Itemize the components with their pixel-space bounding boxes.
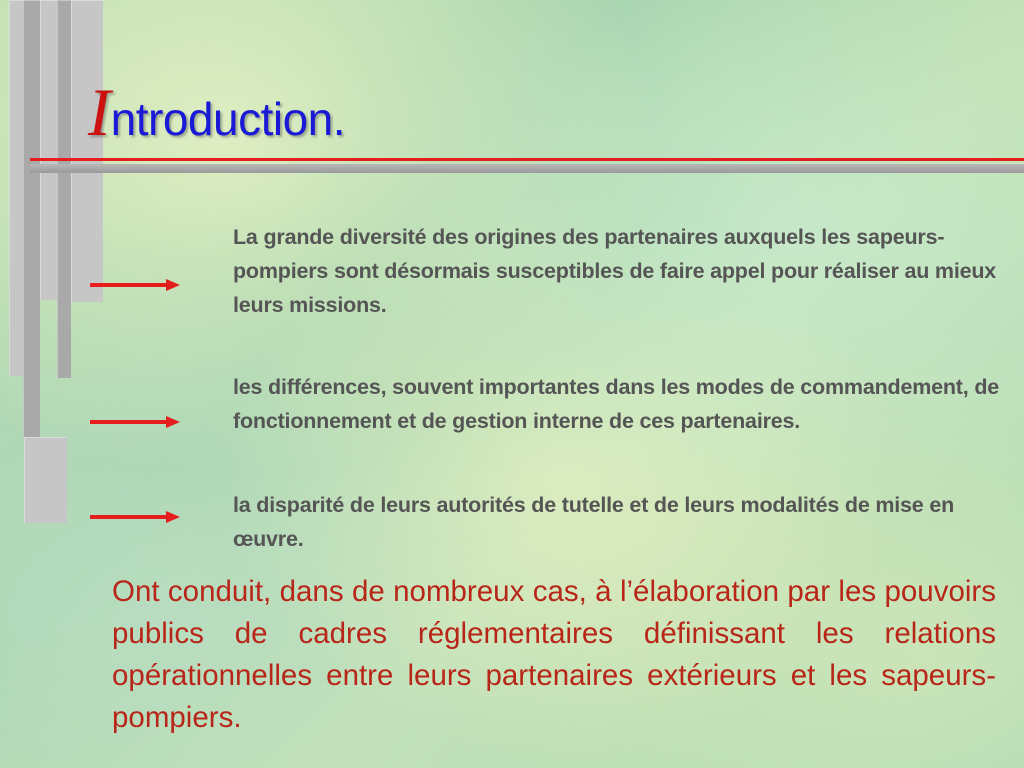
decor-bar-1 <box>9 0 23 376</box>
conclusion-paragraph: Ont conduit, dans de nombreux cas, à l’élaboration par les pouvoirs publics de cadres réglementaires définissant les relations opérationnelles entre leurs partenaires extérieurs et les sapeurs-pompiers. <box>112 575 996 734</box>
bullet-text-2: les différences, souvent importantes dans les modes de commandement, de fonctionnement et de gestion interne de ces partenaires. <box>233 375 1000 433</box>
title-initial: I <box>88 74 111 150</box>
title-underline-gray <box>30 164 1024 173</box>
decor-bar-3 <box>40 0 57 300</box>
decor-bar-5 <box>71 0 103 302</box>
title-underline-red <box>30 158 1024 161</box>
right-arrow-icon <box>90 415 180 429</box>
bullet-text-1: La grande diversité des origines des partenaires auxquels les sapeurs-pompiers sont désormais susceptibles de faire appel pour réaliser au mieux leurs missions. <box>233 225 997 317</box>
right-arrow-icon <box>90 278 180 292</box>
title-rest: ntroduction. <box>110 93 346 145</box>
decor-bar-4 <box>57 0 71 378</box>
decor-bar-2 <box>23 0 40 437</box>
decor-bar-6 <box>24 437 67 523</box>
slide-title <box>88 74 346 150</box>
right-arrow-icon <box>90 510 180 524</box>
bullet-text-3: la disparité de leurs autorités de tutelle et de leurs modalités de mise en œuvre. <box>233 493 955 551</box>
